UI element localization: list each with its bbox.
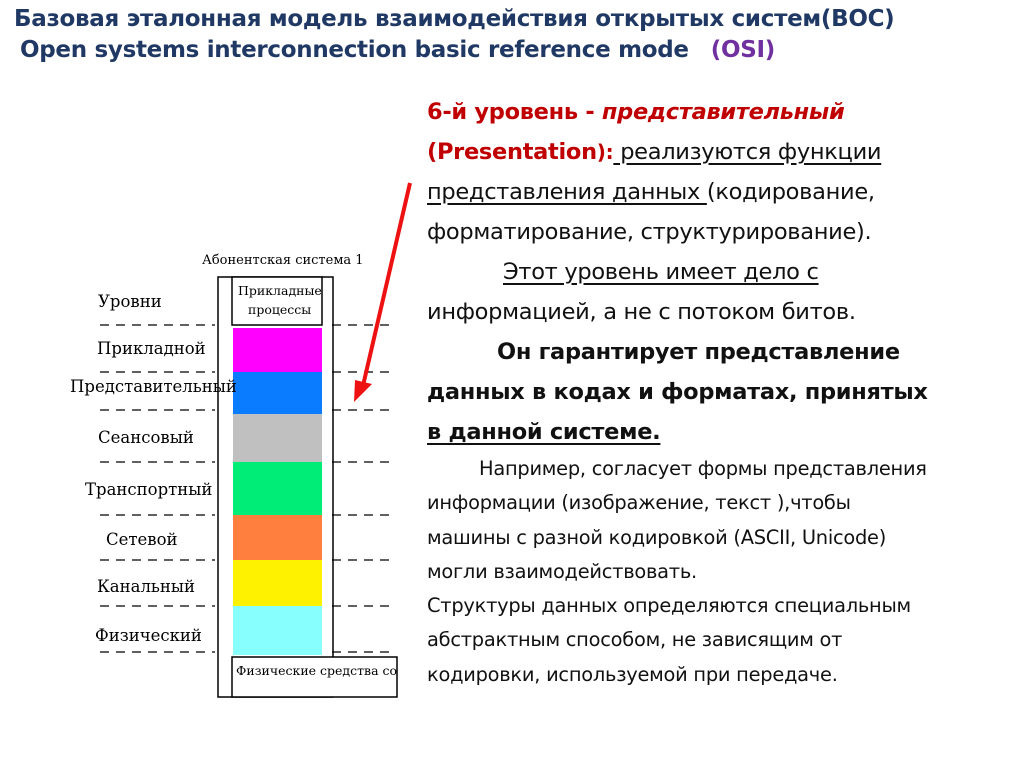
functions-text-c: (кодирование, <box>706 179 875 205</box>
app-processes-line1: Прикладные <box>238 283 322 298</box>
functions-line3 <box>427 212 1017 252</box>
layer-labels <box>70 339 237 645</box>
info-text-b: информацией, а не с потоком битов. <box>427 299 856 325</box>
level-name-en: (Presentation <box>427 139 597 165</box>
pointer-arrow-line <box>362 183 410 390</box>
layer-block <box>233 372 322 414</box>
heading-line2 <box>427 132 1017 172</box>
functions-text-d: форматирование, структурирование). <box>427 219 872 245</box>
layer-block <box>233 606 322 655</box>
title-en-text: Open systems interconnection basic reference mode <box>20 37 689 63</box>
struct-line3: кодировки, используемой при передаче. <box>427 662 838 686</box>
layer-block <box>233 462 322 515</box>
layer-label: Сетевой <box>106 530 178 549</box>
layer-block <box>233 515 322 560</box>
struct-line1: Структуры данных определяются специальным <box>427 594 911 618</box>
layer-block <box>233 328 322 372</box>
title-osi-abbrev: (OSI) <box>710 37 775 63</box>
layer-label: Сеансовый <box>98 428 194 447</box>
level-name: представительный <box>601 99 845 125</box>
layer-block <box>233 560 322 606</box>
layer-label: Транспортный <box>85 480 213 499</box>
physical-media-label: Физические средства со <box>236 663 398 678</box>
example-line3: машины с разной кодировкой (ASCII, Unicode) <box>427 525 887 549</box>
layer-label: Канальный <box>97 577 196 596</box>
layer-label: Прикладной <box>97 339 206 358</box>
layer-label: Физический <box>95 626 202 645</box>
info-line1 <box>427 252 1017 292</box>
pointer-arrow-head <box>354 380 372 402</box>
info-text-a: Этот уровень имеет дело с <box>503 259 819 285</box>
guarantee-line1 <box>427 332 1017 372</box>
layer-label: Представительный <box>70 377 237 396</box>
functions-text-a: реализуются функции <box>613 139 882 165</box>
info-line2 <box>427 292 1017 332</box>
osi-layer-diagram <box>0 0 420 767</box>
heading-line1 <box>427 92 1017 132</box>
guarantee-text-c: в данной системе. <box>427 419 661 445</box>
system-label: Абонентская система 1 <box>202 253 364 268</box>
guarantee-text-b: данных в кодах и форматах, принятых <box>427 379 928 405</box>
functions-line2 <box>427 172 1017 212</box>
layer-block <box>233 414 322 462</box>
example-line2: информации (изображение, текст ),чтобы <box>427 491 851 515</box>
description-details <box>427 452 1017 692</box>
description-main <box>427 92 1017 452</box>
struct-line2: абстрактным способом, не зависящим от <box>427 628 843 652</box>
app-processes-line2: процессы <box>248 302 312 317</box>
guarantee-line3 <box>427 412 1017 452</box>
level-name-close: ): <box>596 140 614 164</box>
layer-blocks <box>233 328 322 655</box>
description-text <box>427 92 1017 692</box>
example-line1: Например, согласует формы представления <box>479 457 927 480</box>
guarantee-line2 <box>427 372 1017 412</box>
guarantee-text-a: Он гарантирует представление <box>497 339 900 365</box>
title-line-ru: Базовая эталонная модель взаимодействия открытых систем(ВОС) <box>14 6 895 32</box>
level-number: 6-й уровень - <box>427 99 602 125</box>
levels-header: Уровни <box>98 292 162 311</box>
functions-text-b: представления данных <box>427 179 707 205</box>
example-line4: могли взаимодействовать. <box>427 559 697 583</box>
